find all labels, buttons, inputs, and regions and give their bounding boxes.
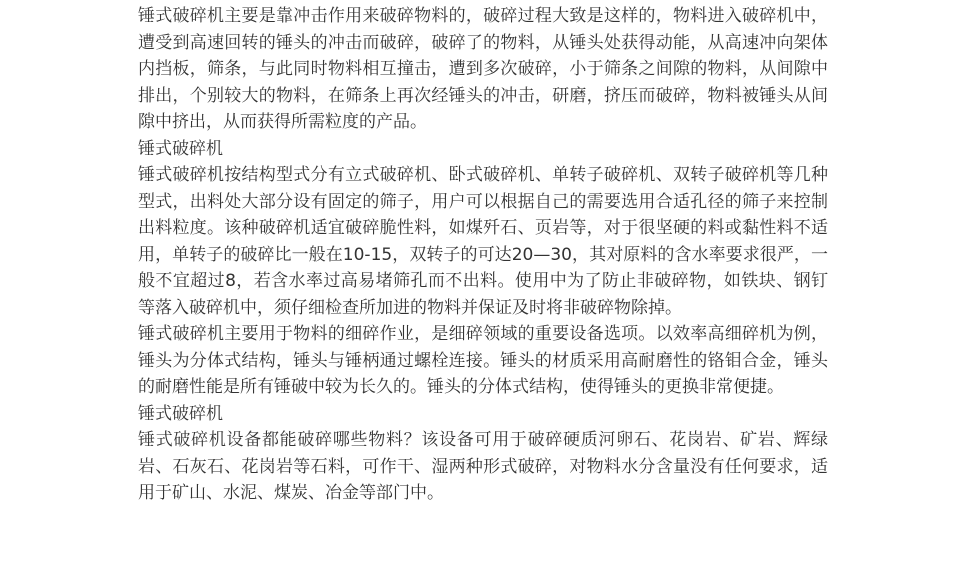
section-heading: 锤式破碎机	[138, 403, 223, 424]
paragraph-structure-types: 锤式破碎机按结构型式分有立式破碎机、卧式破碎机、单转子破碎机、双转子破碎机等几种型式，出料处大部分设有固定的筛子，用户可以根据自己的需要选用合适孔径的筛子来控制出料粒度。该种破碎机适宜破碎脆性料，如煤歼石、页岩等，对于很坚硬的料或黏性料不适用，单转子的破碎比一般在10-15，双转子的可达20—30，其对原料的含水率要求很严，一般不宜超过8，若含水率过高易堵筛孔而不出料。使用中为了防止非破碎物，如铁块、钢钉等落入破碎机中，须仔细检查所加进的物料并保证及时将非破碎物除掉。	[138, 165, 828, 318]
paragraph-applications: 锤式破碎机设备都能破碎哪些物料？该设备可用于破碎硬质河卵石、花岗岩、矿岩、辉绿岩、石灰石、花岗岩等石料，可作干、湿两种形式破碎，对物料水分含量没有任何要求，适用于矿山、水泥、煤炭、冶金等部门中。	[138, 430, 828, 503]
paragraph-fine-crushing: 锤式破碎机主要用于物料的细碎作业，是细碎领域的重要设备选项。以效率高细碎机为例，锤头为分体式结构，锤头与锤柄通过螺栓连接。锤头的材质采用高耐磨性的铬钼合金，锤头的耐磨性能是所有锤破中较为长久的。锤头的分体式结构，使得锤头的更换非常便捷。	[138, 324, 828, 397]
article-body	[138, 3, 828, 507]
section-heading: 锤式破碎机	[138, 138, 223, 159]
paragraph-working-principle: 锤式破碎机主要是靠冲击作用来破碎物料的，破碎过程大致是这样的，物料进入破碎机中，遭受到高速回转的锤头的冲击而破碎，破碎了的物料，从锤头处获得动能，从高速冲向架体内挡板，筛条，与此同时物料相互撞击，遭到多次破碎，小于筛条之间隙的物料，从间隙中排出，个别较大的物料，在筛条上再次经锤头的冲击，研磨，挤压而破碎，物料被锤头从间隙中挤出，从而获得所需粒度的产品。	[138, 6, 828, 132]
